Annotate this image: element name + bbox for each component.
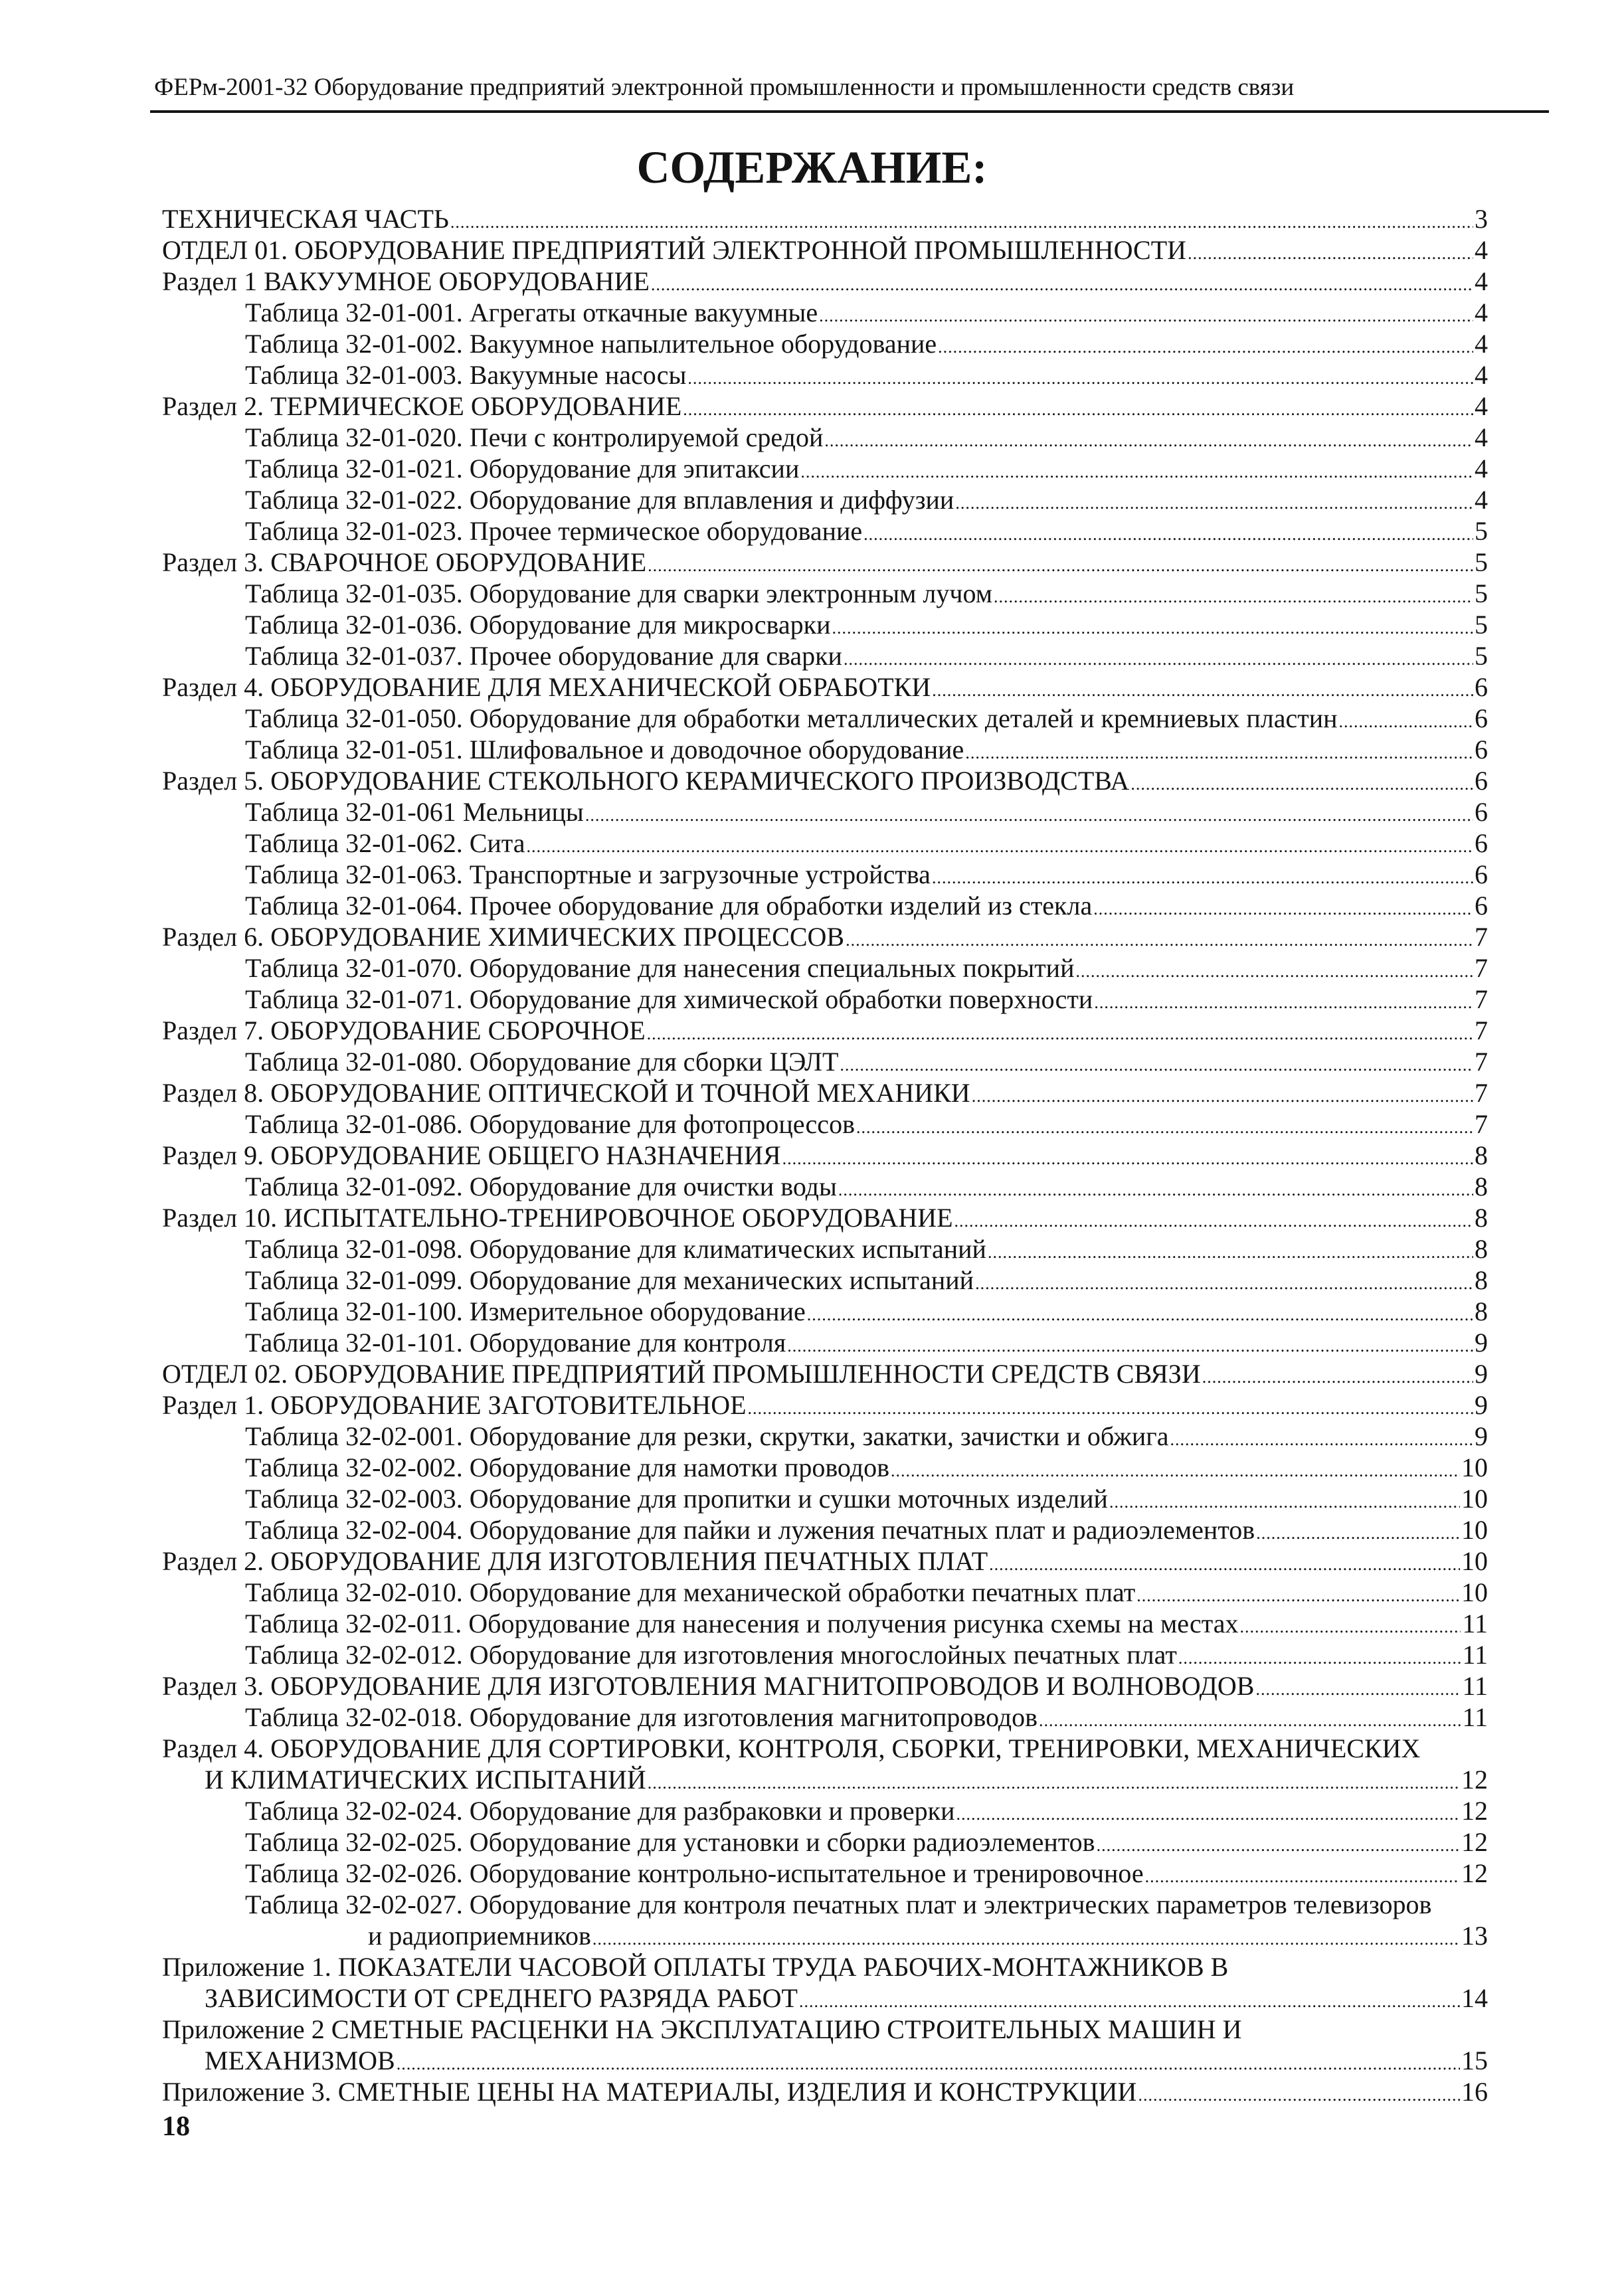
toc-entry-title: Таблица 32-02-003. Оборудование для пропитки и сушки моточных изделий xyxy=(245,1484,1108,1514)
toc-entry-title: Таблица 32-01-020. Печи с контролируемой средой xyxy=(245,422,824,452)
table-of-contents xyxy=(162,203,1488,2107)
toc-entry-title: Таблица 32-01-062. Сита xyxy=(245,828,525,858)
dot-leader xyxy=(800,453,1473,487)
toc-page-number: 9 xyxy=(1475,1390,1488,1420)
toc-entry-title: Таблица 32-02-004. Оборудование для пайки и лужения печатных плат и радиоэлементов xyxy=(245,1515,1255,1545)
toc-entry-continuation: и радиоприемников xyxy=(368,1921,591,1951)
toc-entry-title: Таблица 32-01-023. Прочее термическое оборудование xyxy=(245,516,863,546)
toc-page-number: 12 xyxy=(1461,1827,1488,1857)
toc-page-number: 6 xyxy=(1475,859,1488,889)
toc-table-entry[interactable] xyxy=(162,1171,1488,1202)
toc-page-number: 6 xyxy=(1475,672,1488,702)
dot-leader xyxy=(450,203,1473,238)
dot-leader xyxy=(824,422,1473,456)
toc-entry-title: Таблица 32-01-099. Оборудование для механических испытаний xyxy=(245,1265,974,1295)
toc-entry-title: Раздел 8. ОБОРУДОВАНИЕ ОПТИЧЕСКОЙ И ТОЧНОЙ МЕХАНИКИ xyxy=(162,1078,970,1108)
toc-entry-title: Раздел 7. ОБОРУДОВАНИЕ СБОРОЧНОЕ xyxy=(162,1015,646,1045)
dot-leader xyxy=(782,1140,1473,1174)
dot-leader xyxy=(891,1452,1460,1486)
toc-table-entry[interactable] xyxy=(162,328,1488,359)
toc-section-entry[interactable] xyxy=(162,1015,1488,1046)
dot-leader xyxy=(592,1920,1460,1955)
toc-table-entry[interactable] xyxy=(162,984,1488,1015)
toc-entry-title: Раздел 1 ВАКУУМНОЕ ОБОРУДОВАНИЕ xyxy=(162,266,650,296)
toc-table-entry[interactable] xyxy=(162,359,1488,391)
toc-entry-title: Таблица 32-01-063. Транспортные и загрузочные устройства xyxy=(245,859,931,889)
running-header: ФЕРм-2001-32 Оборудование предприятий электронной промышленности и промышленности средств связи xyxy=(154,74,1295,101)
toc-table-entry[interactable] xyxy=(162,1826,1488,1858)
toc-page-number: 11 xyxy=(1462,1671,1488,1701)
dot-leader xyxy=(832,609,1473,644)
toc-page-number: 11 xyxy=(1462,1640,1488,1670)
toc-page-number: 8 xyxy=(1475,1140,1488,1170)
dot-leader xyxy=(819,297,1473,331)
toc-page-number: 3 xyxy=(1475,204,1488,234)
toc-table-entry[interactable] xyxy=(162,297,1488,328)
dot-leader xyxy=(1136,1577,1460,1611)
toc-table-entry[interactable] xyxy=(162,859,1488,890)
toc-section-entry[interactable] xyxy=(162,765,1488,796)
toc-section-entry[interactable] xyxy=(162,1670,1488,1702)
dot-leader xyxy=(1109,1483,1460,1518)
toc-section-entry[interactable] xyxy=(162,1358,1488,1389)
dot-leader xyxy=(648,1764,1460,1799)
toc-page-number: 7 xyxy=(1475,984,1488,1014)
toc-entry-title: Раздел 2. ТЕРМИЧЕСКОЕ ОБОРУДОВАНИЕ xyxy=(162,391,682,421)
toc-entry-title: Таблица 32-01-036. Оборудование для микросварки xyxy=(245,610,831,640)
toc-page-number: 9 xyxy=(1475,1359,1488,1389)
toc-page-number: 5 xyxy=(1475,610,1488,640)
toc-page-number: 13 xyxy=(1461,1921,1488,1951)
toc-entry-title: ОТДЕЛ 02. ОБОРУДОВАНИЕ ПРЕДПРИЯТИЙ ПРОМЫШЛЕННОСТИ СРЕДСТВ СВЯЗИ xyxy=(162,1359,1201,1389)
dot-leader xyxy=(988,1233,1473,1268)
toc-entry-title: Таблица 32-01-021. Оборудование для эпитаксии xyxy=(245,454,800,484)
toc-entry-title: Таблица 32-01-064. Прочее оборудование для обработки изделий из стекла xyxy=(245,891,1093,921)
toc-section-entry[interactable] xyxy=(162,203,1488,234)
dot-leader xyxy=(1039,1702,1461,1736)
toc-page-number: 4 xyxy=(1475,485,1488,515)
toc-entry-title: Раздел 4. ОБОРУДОВАНИЕ ДЛЯ МЕХАНИЧЕСКОЙ ОБРАБОТКИ xyxy=(162,672,931,702)
dot-leader xyxy=(397,2045,1460,2079)
toc-page-number: 8 xyxy=(1475,1172,1488,1201)
toc-section-entry-title: Приложение 1. ПОКАЗАТЕЛИ ЧАСОВОЙ ОПЛАТЫ ТРУДА РАБОЧИХ-МОНТАЖНИКОВ В xyxy=(162,1952,1229,1982)
dot-leader xyxy=(683,391,1473,425)
toc-page-number: 12 xyxy=(1461,1796,1488,1826)
dot-leader xyxy=(585,796,1473,831)
dot-leader xyxy=(955,484,1473,519)
toc-section-entry[interactable] xyxy=(162,1389,1488,1421)
toc-table-entry[interactable] xyxy=(162,890,1488,921)
toc-table-entry[interactable] xyxy=(162,515,1488,547)
toc-table-entry[interactable] xyxy=(162,1639,1488,1670)
dot-leader xyxy=(1138,2076,1460,2111)
dot-leader xyxy=(1130,765,1473,800)
toc-entry-title: Раздел 10. ИСПЫТАТЕЛЬНО-ТРЕНИРОВОЧНОЕ ОБОРУДОВАНИЕ xyxy=(162,1203,953,1233)
toc-page-number: 6 xyxy=(1475,735,1488,764)
toc-page-number: 4 xyxy=(1475,329,1488,359)
dot-leader xyxy=(840,1046,1473,1081)
toc-entry-title: Таблица 32-02-024. Оборудование для разбраковки и проверки xyxy=(245,1796,955,1826)
toc-entry-title: Раздел 3. СВАРОЧНОЕ ОБОРУДОВАНИЕ xyxy=(162,547,647,577)
dot-leader xyxy=(1093,890,1473,924)
toc-page-number: 12 xyxy=(1461,1858,1488,1888)
toc-entry-title: Раздел 5. ОБОРУДОВАНИЕ СТЕКОЛЬНОГО КЕРАМИЧЕСКОГО ПРОИЗВОДСТВА xyxy=(162,766,1130,796)
toc-entry-title: Таблица 32-02-026. Оборудование контрольно-испытательное и тренировочное xyxy=(245,1858,1144,1888)
toc-entry-title: Раздел 6. ОБОРУДОВАНИЕ ХИМИЧЕСКИХ ПРОЦЕССОВ xyxy=(162,922,845,952)
toc-entry-title: Раздел 2. ОБОРУДОВАНИЕ ДЛЯ ИЗГОТОВЛЕНИЯ ПЕЧАТНЫХ ПЛАТ xyxy=(162,1546,988,1576)
toc-section-entry[interactable] xyxy=(162,1764,1488,1795)
toc-entry-title: Таблица 32-01-071. Оборудование для химической обработки поверхности xyxy=(245,984,1093,1014)
toc-page-number: 8 xyxy=(1475,1265,1488,1295)
toc-entry-title: Таблица 32-02-018. Оборудование для изготовления магнитопроводов xyxy=(245,1702,1038,1732)
toc-page-number: 7 xyxy=(1475,1109,1488,1139)
toc-entry-title: Таблица 32-01-001. Агрегаты откачные вакуумные xyxy=(245,298,818,327)
dot-leader xyxy=(1339,703,1473,737)
dot-leader xyxy=(938,328,1473,363)
toc-table-entry[interactable] xyxy=(162,1327,1488,1358)
dot-leader xyxy=(975,1265,1473,1299)
toc-table-entry[interactable] xyxy=(162,828,1488,859)
dot-leader xyxy=(965,734,1473,768)
dot-leader xyxy=(932,671,1473,706)
dot-leader xyxy=(787,1327,1473,1362)
toc-entry-title: Раздел 9. ОБОРУДОВАНИЕ ОБЩЕГО НАЗНАЧЕНИЯ xyxy=(162,1140,781,1170)
dot-leader xyxy=(994,578,1473,612)
toc-entry-continuation: ЗАВИСИМОСТИ ОТ СРЕДНЕГО РАЗРЯДА РАБОТ xyxy=(205,1983,798,2013)
toc-entry-title: Таблица 32-01-002. Вакуумное напылительное оборудование xyxy=(245,329,937,359)
toc-page-number: 8 xyxy=(1475,1234,1488,1264)
toc-entry-title: Таблица 32-01-086. Оборудование для фотопроцессов xyxy=(245,1109,855,1139)
dot-leader xyxy=(956,1795,1461,1830)
toc-entry-title: ОТДЕЛ 01. ОБОРУДОВАНИЕ ПРЕДПРИЯТИЙ ЭЛЕКТРОННОЙ ПРОМЫШЛЕННОСТИ xyxy=(162,235,1187,265)
toc-entry-title: Таблица 32-01-035. Оборудование для сварки электронным лучом xyxy=(245,578,993,608)
toc-entry-title: Таблица 32-02-025. Оборудование для установки и сборки радиоэлементов xyxy=(245,1827,1095,1857)
toc-page-number: 7 xyxy=(1475,1047,1488,1077)
dot-leader xyxy=(1170,1421,1473,1455)
toc-page-number: 4 xyxy=(1475,266,1488,296)
toc-page-number: 7 xyxy=(1475,953,1488,983)
toc-page-number: 5 xyxy=(1475,641,1488,671)
header-rule xyxy=(150,110,1549,113)
toc-page-number: 10 xyxy=(1461,1546,1488,1576)
toc-table-entry[interactable] xyxy=(162,952,1488,984)
dot-leader xyxy=(1202,1358,1473,1393)
toc-page-number: 4 xyxy=(1475,360,1488,390)
toc-page-number: 4 xyxy=(1475,391,1488,421)
dot-leader xyxy=(799,1982,1460,2017)
dot-leader xyxy=(1255,1670,1461,1705)
toc-table-entry[interactable] xyxy=(162,1920,1488,1951)
toc-entry-title: Таблица 32-01-080. Оборудование для сборки ЦЭЛТ xyxy=(245,1047,839,1077)
dot-leader xyxy=(863,515,1473,550)
page-title: СОДЕРЖАНИЕ: xyxy=(636,142,988,193)
toc-entry-title: Таблица 32-02-010. Оборудование для механической обработки печатных плат xyxy=(245,1577,1136,1607)
toc-table-entry[interactable] xyxy=(162,1608,1488,1639)
toc-entry-title: ТЕХНИЧЕСКАЯ ЧАСТЬ xyxy=(162,204,449,234)
toc-entry-title: Таблица 32-01-003. Вакуумные насосы xyxy=(245,360,687,390)
toc-entry-title: Таблица 32-01-092. Оборудование для очистки воды xyxy=(245,1172,837,1201)
toc-page-number: 7 xyxy=(1475,922,1488,952)
toc-section-entry[interactable] xyxy=(162,2045,1488,2076)
toc-table-entry[interactable] xyxy=(162,422,1488,453)
toc-table-entry[interactable] xyxy=(162,1421,1488,1452)
toc-page-number: 16 xyxy=(1461,2077,1488,2107)
toc-page-number: 10 xyxy=(1461,1484,1488,1514)
dot-leader xyxy=(989,1545,1460,1580)
toc-entry-title: Таблица 32-02-002. Оборудование для намотки проводов xyxy=(245,1452,890,1482)
toc-page-number: 4 xyxy=(1475,454,1488,484)
toc-page-number: 8 xyxy=(1475,1203,1488,1233)
toc-table-entry[interactable] xyxy=(162,484,1488,515)
toc-section-entry[interactable] xyxy=(162,547,1488,578)
dot-leader xyxy=(932,859,1473,893)
toc-section-entry[interactable] xyxy=(162,391,1488,422)
toc-table-entry[interactable] xyxy=(162,734,1488,765)
dot-leader xyxy=(1076,952,1474,987)
toc-section-entry[interactable] xyxy=(162,671,1488,703)
toc-entry-title: Таблица 32-01-050. Оборудование для обработки металлических деталей и кремниевых пластин xyxy=(245,703,1338,733)
dot-leader xyxy=(856,1108,1473,1143)
toc-page-number: 4 xyxy=(1475,235,1488,265)
toc-section-entry[interactable] xyxy=(162,2076,1488,2107)
toc-page-number: 6 xyxy=(1475,703,1488,733)
toc-entry-title: Таблица 32-01-061 Мельницы xyxy=(245,797,584,827)
toc-table-entry[interactable] xyxy=(162,1577,1488,1608)
toc-section-entry[interactable] xyxy=(162,1545,1488,1577)
toc-table-entry[interactable] xyxy=(162,1452,1488,1483)
toc-table-entry[interactable] xyxy=(162,703,1488,734)
dot-leader xyxy=(648,547,1473,581)
toc-page-number: 14 xyxy=(1461,1983,1488,2013)
dot-leader xyxy=(844,640,1473,675)
toc-page-number: 11 xyxy=(1462,1702,1488,1732)
toc-entry-title: Таблица 32-01-051. Шлифовальное и доводочное оборудование xyxy=(245,735,964,764)
dot-leader xyxy=(1188,234,1473,269)
toc-entry-title: Таблица 32-01-101. Оборудование для контроля xyxy=(245,1328,786,1358)
toc-page-number: 7 xyxy=(1475,1015,1488,1045)
toc-section-entry[interactable] xyxy=(162,1982,1488,2014)
toc-section-entry[interactable] xyxy=(162,234,1488,266)
dot-leader xyxy=(1097,1826,1460,1861)
toc-page-number: 6 xyxy=(1475,766,1488,796)
toc-entry-title: Таблица 32-01-098. Оборудование для климатических испытаний xyxy=(245,1234,986,1264)
dot-leader xyxy=(1178,1639,1461,1674)
toc-page-number: 4 xyxy=(1475,298,1488,327)
toc-table-entry[interactable] xyxy=(162,1046,1488,1077)
toc-table-entry[interactable] xyxy=(162,1233,1488,1265)
toc-page-number: 4 xyxy=(1475,422,1488,452)
dot-leader xyxy=(647,1015,1473,1049)
toc-entry-title: Таблица 32-01-070. Оборудование для нанесения специальных покрытий xyxy=(245,953,1075,983)
toc-entry-continuation: МЕХАНИЗМОВ xyxy=(205,2046,395,2075)
dot-leader xyxy=(527,828,1473,862)
dot-leader xyxy=(1240,1608,1461,1642)
toc-entry-title: Раздел 3. ОБОРУДОВАНИЕ ДЛЯ ИЗГОТОВЛЕНИЯ МАГНИТОПРОВОДОВ И ВОЛНОВОДОВ xyxy=(162,1671,1255,1701)
toc-table-entry[interactable] xyxy=(162,578,1488,609)
toc-page-number: 5 xyxy=(1475,547,1488,577)
toc-page-number: 6 xyxy=(1475,797,1488,827)
toc-page-number: 6 xyxy=(1475,891,1488,921)
toc-page-number: 6 xyxy=(1475,828,1488,858)
page-number: 18 xyxy=(162,2111,190,2142)
dot-leader xyxy=(651,266,1473,300)
toc-section-entry[interactable] xyxy=(162,266,1488,297)
toc-entry-title: Таблица 32-01-022. Оборудование для вплавления и диффузии xyxy=(245,485,954,515)
toc-table-entry[interactable] xyxy=(162,1702,1488,1733)
toc-table-entry[interactable] xyxy=(162,1514,1488,1545)
toc-section-entry[interactable] xyxy=(162,921,1488,952)
toc-entry-title: Раздел 1. ОБОРУДОВАНИЕ ЗАГОТОВИТЕЛЬНОЕ xyxy=(162,1390,747,1420)
toc-table-entry[interactable] xyxy=(162,796,1488,828)
toc-page-number: 11 xyxy=(1462,1609,1488,1638)
toc-entry-title: Приложение 3. СМЕТНЫЕ ЦЕНЫ НА МАТЕРИАЛЫ, ИЗДЕЛИЯ И КОНСТРУКЦИИ xyxy=(162,2077,1137,2107)
toc-page-number: 8 xyxy=(1475,1296,1488,1326)
toc-entry-title: Таблица 32-02-012. Оборудование для изготовления многослойных печатных плат xyxy=(245,1640,1177,1670)
toc-page-number: 10 xyxy=(1461,1452,1488,1482)
toc-entry-title: Таблица 32-01-037. Прочее оборудование для сварки xyxy=(245,641,842,671)
toc-table-entry[interactable] xyxy=(162,609,1488,640)
toc-table-entry[interactable] xyxy=(162,1296,1488,1327)
dot-leader xyxy=(972,1077,1473,1112)
toc-table-entry[interactable] xyxy=(162,1795,1488,1826)
dot-leader xyxy=(846,921,1473,956)
toc-page-number: 9 xyxy=(1475,1328,1488,1358)
toc-section-entry[interactable] xyxy=(162,1077,1488,1108)
toc-page-number: 15 xyxy=(1461,2046,1488,2075)
toc-section-entry-title: Приложение 2 СМЕТНЫЕ РАСЦЕНКИ НА ЭКСПЛУАТАЦИЮ СТРОИТЕЛЬНЫХ МАШИН И xyxy=(162,2014,1242,2044)
toc-page-number: 5 xyxy=(1475,516,1488,546)
toc-table-entry[interactable] xyxy=(162,1265,1488,1296)
toc-entry-title: Таблица 32-02-011. Оборудование для нанесения и получения рисунка схемы на местах xyxy=(245,1609,1239,1638)
toc-table-entry[interactable] xyxy=(162,640,1488,671)
toc-page-number: 12 xyxy=(1461,1765,1488,1795)
toc-entry-continuation: И КЛИМАТИЧЕСКИХ ИСПЫТАНИЙ xyxy=(205,1765,646,1795)
dot-leader xyxy=(748,1389,1473,1424)
dot-leader xyxy=(1256,1514,1460,1549)
toc-section-entry[interactable] xyxy=(162,1140,1488,1171)
toc-table-entry[interactable] xyxy=(162,1108,1488,1140)
toc-section-entry-title: Раздел 4. ОБОРУДОВАНИЕ ДЛЯ СОРТИРОВКИ, КОНТРОЛЯ, СБОРКИ, ТРЕНИРОВКИ, МЕХАНИЧЕСКИХ xyxy=(162,1733,1421,1763)
dot-leader xyxy=(1145,1858,1460,1892)
toc-entry-title: Таблица 32-01-100. Измерительное оборудование xyxy=(245,1296,806,1326)
toc-table-entry[interactable] xyxy=(162,1483,1488,1514)
toc-table-entry[interactable] xyxy=(162,453,1488,484)
dot-leader xyxy=(954,1202,1473,1237)
toc-page-number: 5 xyxy=(1475,578,1488,608)
dot-leader xyxy=(807,1296,1473,1330)
dot-leader xyxy=(687,359,1473,394)
dot-leader xyxy=(838,1171,1473,1205)
toc-page-number: 10 xyxy=(1461,1577,1488,1607)
toc-page-number: 10 xyxy=(1461,1515,1488,1545)
toc-entry-title: Таблица 32-02-001. Оборудование для резки, скрутки, закатки, зачистки и обжига xyxy=(245,1421,1169,1451)
toc-section-entry[interactable] xyxy=(162,1202,1488,1233)
toc-table-entry[interactable] xyxy=(162,1858,1488,1889)
toc-table-entry-title: Таблица 32-02-027. Оборудование для контроля печатных плат и электрических параметров телевизоров xyxy=(245,1890,1432,1919)
dot-leader xyxy=(1094,984,1473,1018)
toc-page-number: 7 xyxy=(1475,1078,1488,1108)
toc-page-number: 9 xyxy=(1475,1421,1488,1451)
